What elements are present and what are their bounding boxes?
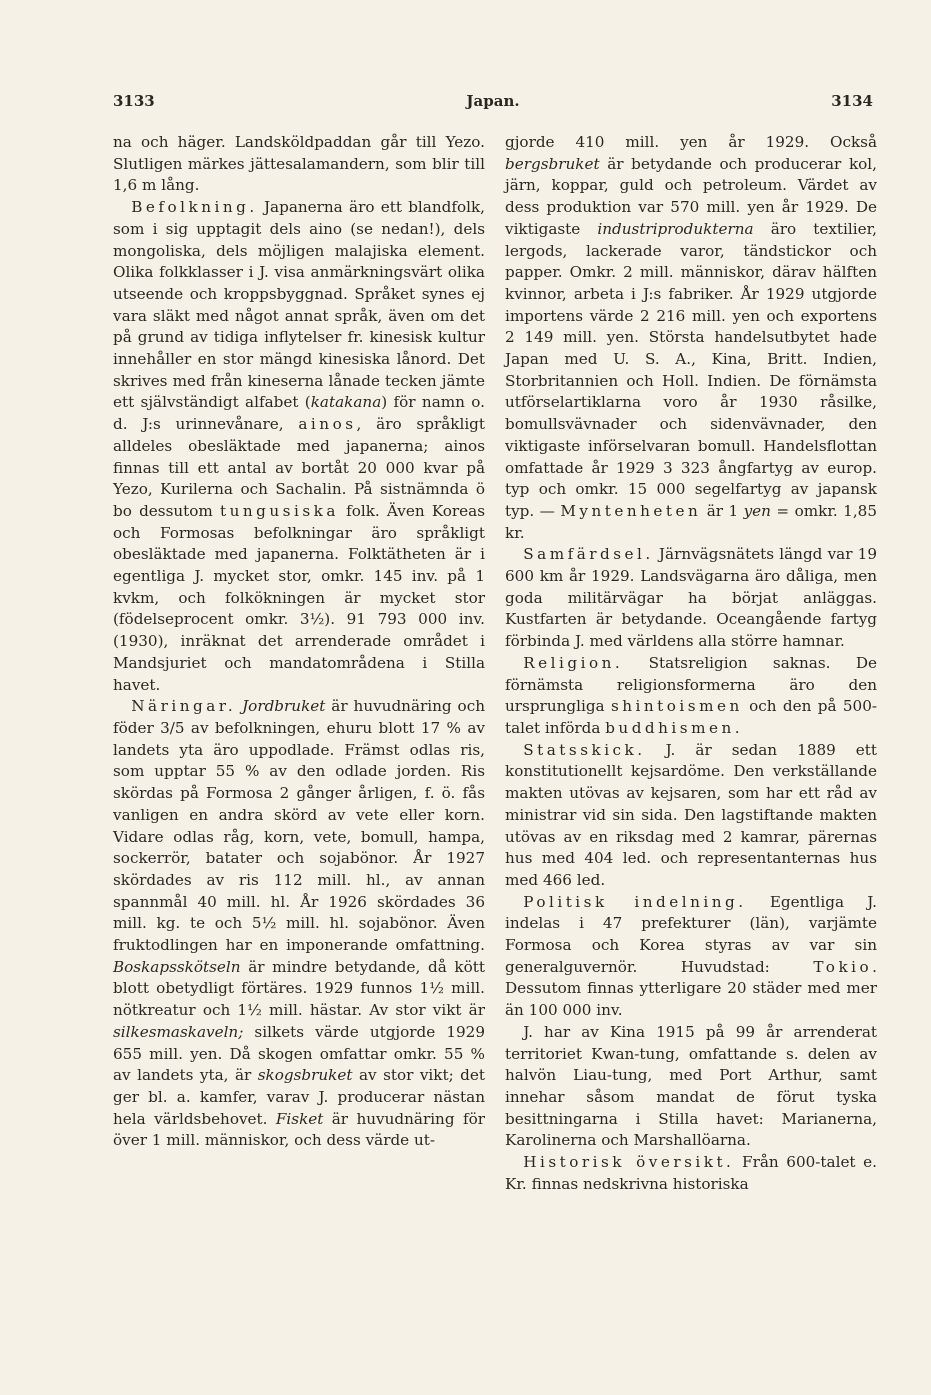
page-number-right: 3134: [831, 92, 873, 110]
italic-term: bergsbruket: [505, 154, 600, 173]
text-run: = omkr. 1,85 kr.: [505, 501, 878, 542]
text-run: . Dessutom finnas ytterligare 20 städer med mer än 100 000 inv.: [505, 957, 877, 1020]
paragraph: [505, 1152, 877, 1195]
spaced-heading: Samfärdsel.: [523, 545, 654, 564]
paragraph: [113, 132, 485, 197]
spaced-heading: shintoismen: [610, 697, 743, 716]
text-run: ) för namn o. d. J:s urinnevånare,: [113, 393, 485, 434]
text-run: .: [734, 718, 740, 737]
text-run: J. är sedan 1889 ett konstitutionellt kejsardöme. Den verkställande makten utövas av kejsaren, som har ett råd av ministrar vid sin sida. Den lagstiftande makten utövas av en riksdag med 2 kamrar, pärernas hus med 404 led. och representanternas hus med 466 led.: [505, 740, 877, 889]
text-run: folk. Även Koreas och Formosas befolkningar äro språkligt obesläktade med japanerna. Folktätheten är i egentliga J. mycket stor, omkr. 145 inv. på 1 kvkm, och folkökningen är mycket stor (födelseprocent omkr. 3½). 91 793 000 inv. (1930), inräknat det arrenderade området i Mandsjuriet och mandatområdena i Stilla havet.: [113, 501, 486, 694]
spaced-heading: tungusiska: [220, 501, 339, 520]
text-run: J. har av Kina 1915 på 99 år arrenderat territoriet Kwan-tung, omfattande s. delen av halvön Liau-tung, med Port Arthur, samt innehar såsom mandat de förut tyska besittningarna i Stilla havet: Marianerna, Karolinerna och Marshallöarna.: [505, 1022, 877, 1150]
paragraph: [505, 892, 877, 1022]
text-run: är huvudnäring och föder 3/5 av befolkningen, ehuru blott 17 % av landets yta äro uppodlade. Främst odlas ris, som upptar 55 % av den odlade jorden. Ris skördas på Formosa 2 gånger årligen, f. ö. fås vanligen en andra skörd av vete eller korn. Vidare odlas råg, korn, vete, bomull, hampa, sockerrör, batater och sojabönor. År 1927 skördades av ris 112 mill. hl., av annan spannmål 40 mill. hl. År 1926 skördades 36 mill. kg. te och 5½ mill. hl. sojabönor. Även fruktodlingen har en imponerande omfattning.: [113, 697, 485, 955]
text-run: , äro språkligt alldeles obesläktade med japanerna; ainos finnas till ett antal av bortåt 20 000 kvar på Yezo, Kurilerna och Sachalin. På sistnämnda ö bo dessutom: [113, 415, 485, 520]
page-number-left: 3133: [113, 92, 155, 110]
text-run: silkets värde utgjorde 1929 655 mill. yen. Då skogen omfattar omkr. 55 % av landets yta, är: [113, 1022, 485, 1085]
text-run: äro textilier, lergods, lackerade varor, tändstickor och papper. Omkr. 2 mill. människor, därav hälften kvinnor, arbeta i J:s fabriker. År 1929 utgjorde importens värde 2 216 mill. yen och exportens 2 149 mill. yen. Största handelsutbytet hade Japan med U. S. A., Kina, Britt. Indien, Storbritannien och Holl. Indien. De förnämsta utförselartiklarna voro år 1930 råsilke, bomullsvävnader och sidenvävnader, den viktigaste införselvaran bomull. Handelsflottan omfattade år 1929 3 323 ångfartyg av europ. typ och omkr. 15 000 segelfartyg av japansk typ. —: [505, 219, 878, 520]
text-run: Egentliga J. indelas i 47 prefekturer (län), varjämte Formosa och Korea styras av var sin generalguvernör. Huvudstad:: [505, 892, 877, 976]
spaced-heading: buddhismen: [605, 718, 735, 737]
text-run: gjorde 410 mill. yen år 1929. Också: [505, 133, 877, 151]
text-run: na och häger. Landsköldpaddan går till Yezo. Slutligen märkes jättesalamandern, som blir till 1,6 m lång.: [113, 133, 485, 195]
text-run: Från 600-talet e. Kr. finnas nedskrivna historiska: [505, 1153, 877, 1193]
italic-term: Fisket: [275, 1109, 324, 1128]
spaced-heading: ainos: [298, 415, 357, 434]
spaced-heading: Statsskick.: [523, 740, 646, 759]
text-run: av stor vikt; det ger bl. a. kamfer, varav J. producerar nästan hela världsbehovet.: [113, 1066, 485, 1128]
paragraph: [505, 1022, 877, 1152]
paragraph: [505, 653, 877, 740]
text-run: Järnvägsnätets längd var 19 600 km år 1929. Landsvägarna äro dåliga, men goda militärvägar ha börjat anläggas. Kustfarten är betydande. Oceangående fartyg förbinda J. med världens alla större hamnar.: [505, 545, 877, 651]
right-column: [505, 132, 877, 1195]
italic-term: Boskapsskötseln: [113, 957, 241, 976]
text-run: och den på 500-talet införda: [505, 697, 877, 737]
paragraph: [113, 197, 485, 696]
spaced-heading: Näringar.: [131, 697, 237, 716]
paragraph: [505, 544, 877, 653]
paragraph: [113, 696, 485, 1152]
paragraph: [505, 740, 877, 892]
paragraph: [505, 132, 877, 544]
page-title: Japan.: [466, 92, 520, 110]
spaced-heading: Myntenheten: [560, 501, 702, 520]
italic-term: yen: [743, 501, 771, 520]
text-run: är betydande och producerar kol, järn, koppar, guld och petroleum. Värdet av dess produktion var 570 mill. yen år 1929. De viktigaste: [505, 154, 877, 238]
spaced-heading: Historisk översikt.: [523, 1153, 735, 1172]
text-run: är mindre betydande, då kött blott obetydligt förtäres. 1929 funnos 1½ mill. nötkreatur och 1½ mill. hästar. Av stor vikt är: [113, 957, 485, 1020]
italic-term: silkesmaskaveln;: [113, 1022, 244, 1041]
italic-term: katakana: [310, 393, 382, 412]
text-run: Japanerna äro ett blandfolk, som i sig upptagit dels aino (se nedan!), dels mongoliska, dels möjligen malajiska element. Olika folkklasser i J. visa anmärkningsvärt olika utseende och kroppsbyggnad. Språket synes ej vara släkt med något annat språk, även om det på grund av tidiga inflytelser fr. kinesisk kultur innehåller en stor mängd kinesiska lånord. Det skrives med från kineserna lånade tecken jämte ett självständigt alfabet (: [113, 198, 485, 412]
text-run: Statsreligion saknas. De förnämsta religionsformerna äro den ursprungliga: [505, 653, 877, 716]
text-run: är huvudnäring för över 1 mill. människor, och dess värde ut-: [113, 1109, 485, 1150]
italic-term: industriprodukterna: [597, 219, 754, 238]
spaced-heading: Religion.: [523, 653, 624, 672]
italic-term: Jordbruket: [242, 697, 326, 716]
spaced-heading: Befolkning.: [131, 198, 258, 217]
left-column: [113, 132, 485, 1152]
spaced-heading: Tokio: [813, 957, 873, 976]
spaced-heading: Politisk indelning.: [523, 892, 747, 911]
text-run: är 1: [701, 501, 744, 520]
italic-term: skogsbruket: [257, 1066, 353, 1085]
running-header: [113, 92, 873, 112]
